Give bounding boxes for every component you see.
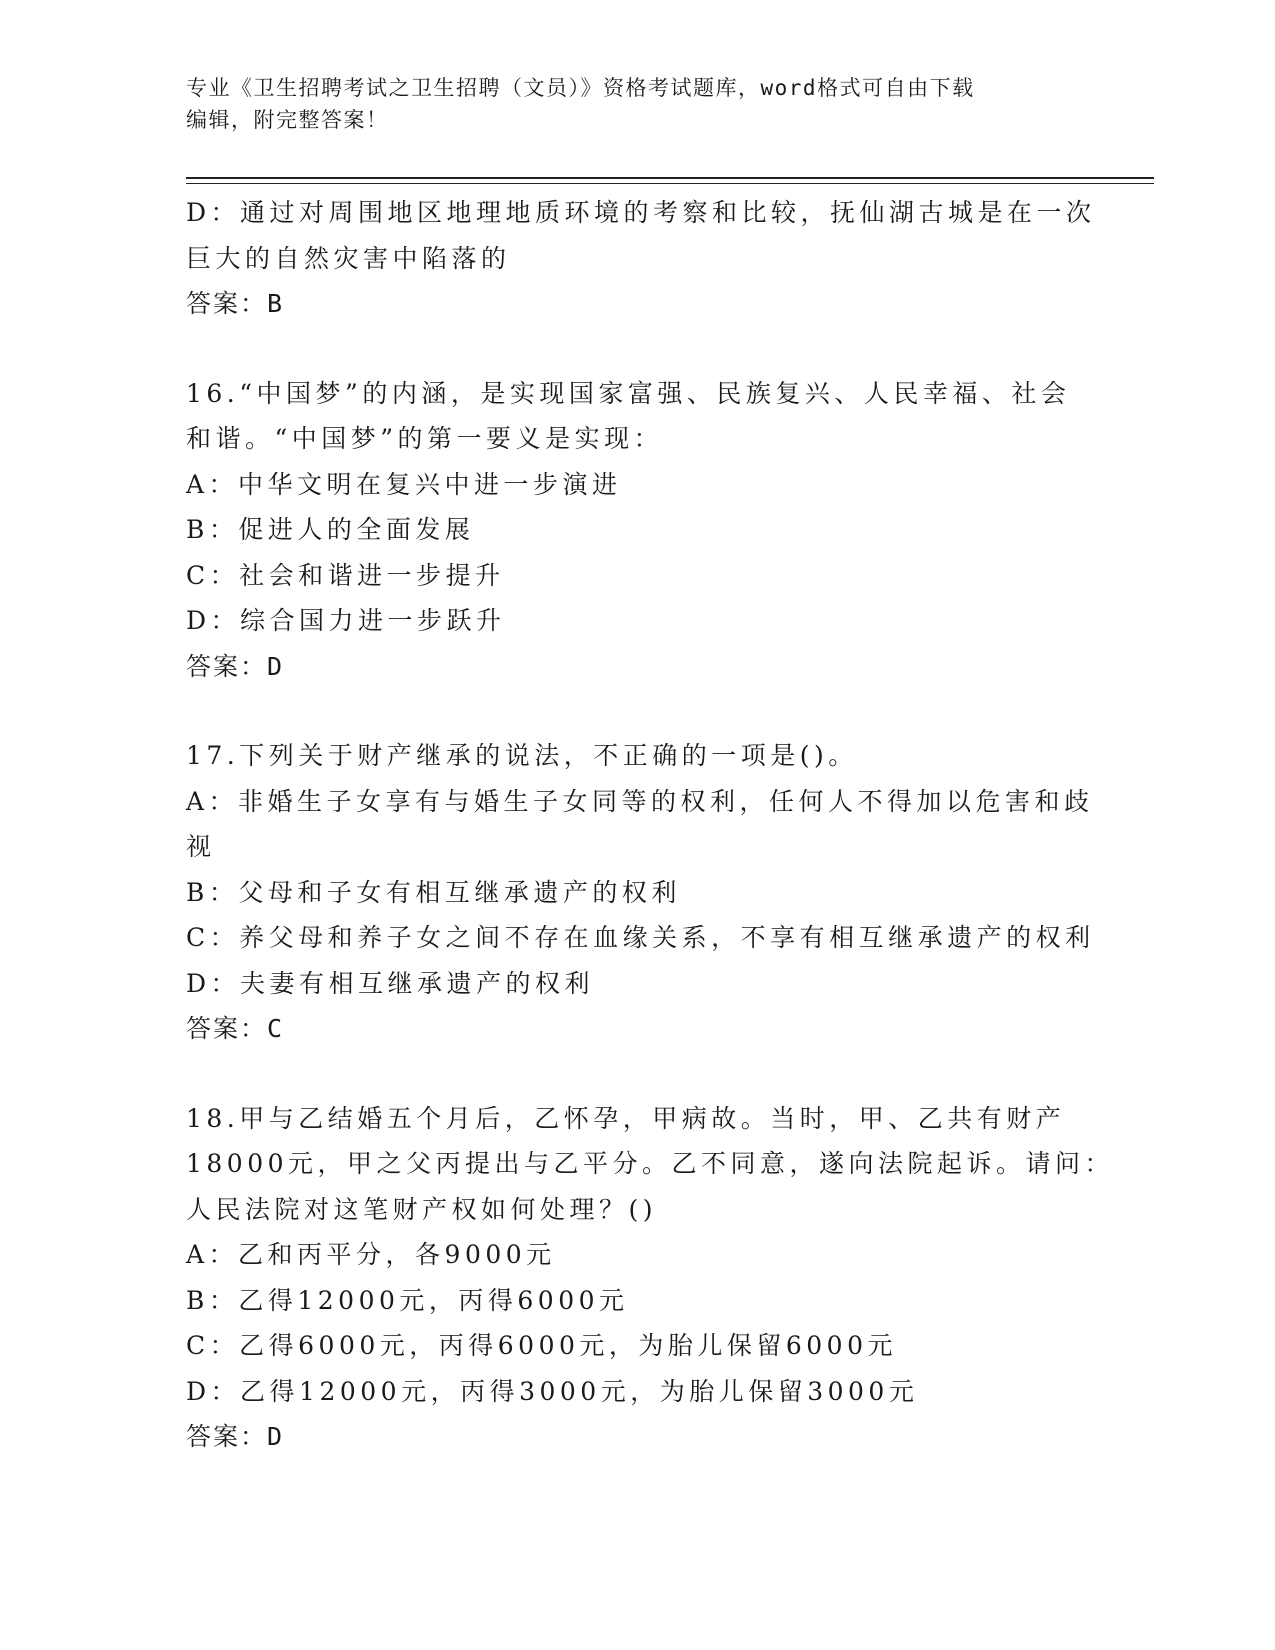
answer-line: 答案：D (186, 651, 285, 681)
spacer (186, 689, 1086, 733)
option-b: B：促进人的全面发展 (186, 515, 475, 544)
option-d: D：乙得12000元，丙得3000元，为胎儿保留3000元 (186, 1376, 919, 1406)
option-a-continued: 视 (186, 832, 216, 861)
option-a: A：乙和丙平分，各9000元 (186, 1240, 556, 1269)
page-header (186, 72, 1066, 136)
question-stem-continued: 18000元，甲之父丙提出与乙平分。乙不同意，遂向法院起诉。请问： (186, 1149, 1115, 1178)
option-d: D：夫妻有相互继承遗产的权利 (186, 968, 595, 998)
question-17 (186, 733, 1095, 1052)
answer-line: 答案：B (186, 289, 285, 318)
question-stem-continued: 人民法院对这笔财产权如何处理？() (186, 1194, 658, 1224)
option-b: B：乙得12000元，丙得6000元 (186, 1285, 629, 1315)
header-divider-thick (186, 177, 1154, 179)
question-stem: 16.“中国梦”的内涵，是实现国家富强、民族复兴、人民幸福、社会 (186, 378, 1071, 408)
question-16 (186, 371, 1086, 690)
question-18 (186, 1096, 1115, 1460)
question-stem: 18.甲与乙结婚五个月后，乙怀孕，甲病故。当时，甲、乙共有财产 (186, 1103, 1066, 1133)
question-list (186, 190, 1115, 1460)
spacer (186, 1052, 1086, 1096)
option-c: C：乙得6000元，丙得6000元，为胎儿保留6000元 (186, 1331, 897, 1360)
question-stem-continued: 和谐。“中国梦”的第一要义是实现： (186, 424, 664, 453)
question-15-tail (186, 190, 1096, 327)
option-a: A：非婚生子女享有与婚生子女同等的权利，任何人不得加以危害和歧 (186, 786, 1094, 816)
answer-line: 答案：C (186, 1014, 285, 1043)
option-d: D：综合国力进一步跃升 (186, 606, 506, 635)
option-b: B：父母和子女有相互继承遗产的权利 (186, 877, 681, 907)
header-divider-thin (186, 183, 1154, 184)
option-a: A：中华文明在复兴中进一步演进 (186, 469, 622, 499)
option-d-text-continued: 巨大的自然灾害中陷落的 (186, 243, 511, 273)
answer-line: 答案：D (186, 1422, 285, 1451)
option-c: C：社会和谐进一步提升 (186, 560, 505, 590)
question-stem: 17.下列关于财产继承的说法，不正确的一项是()。 (186, 741, 858, 770)
spacer (186, 327, 1086, 371)
header-title-line-2: 编辑，附完整答案！ (186, 108, 389, 132)
option-c: C：养父母和养子女之间不存在血缘关系，不享有相互继承遗产的权利 (186, 923, 1095, 952)
option-d-text: D：通过对周围地区地理地质环境的考察和比较，抚仙湖古城是在一次 (186, 198, 1096, 227)
header-title-line-1: 专业《卫生招聘考试之卫生招聘（文员）》资格考试题库，word格式可自由下载 (186, 76, 975, 100)
